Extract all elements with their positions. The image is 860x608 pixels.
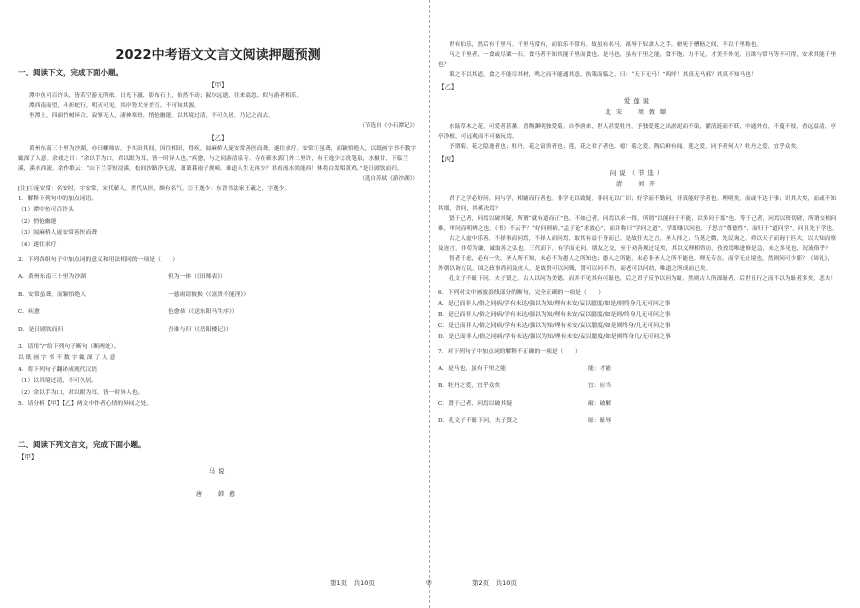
wenshuo-paragraph: 孔文子不耻下问，夫子贤之。古人以问为美德，而并不见其有可耻也，后之君子反争以问为耻，然则古人所深耻者，后世且行之而不以为耻者多矣，悲夫！ (449, 276, 837, 282)
question-3: 3．请用“/”给下列句子断句（断两处）。 (18, 344, 120, 351)
mashuo-paragraph: 策之不以其道，食之不能尽其材，鸣之而不能通其意，执策而临之，曰：“天下无马！”呜呼！其真无马邪？其真不知马也！ (449, 72, 757, 78)
question-1-item: （2）悄怆幽邃 (18, 218, 57, 225)
question-1: 1．解释下列句中的加点词语。 (18, 196, 98, 202)
question-6-option: A．是已而非人/俗之同病/学有未达/强以为知/理有未安/妄以臆度/如是/则终身几无可问之事 (438, 301, 671, 307)
question-2: 2．下列各组句子中加点词的意义和用法相同的一项是（ ） (18, 257, 179, 264)
page-title: 2022中考语文文言文阅读押题预测 (115, 48, 321, 63)
question-7: 7．对下列句子中加点词的解释不正确的一项是（ ） (438, 349, 581, 355)
question-1-item: （4）遂往求疗 (18, 241, 57, 248)
jia-source: （节选自《小石潭记》） (359, 123, 418, 129)
wenshuo-paragraph: 古之人虚中乐善，不择事而问焉，不择人而问焉，取其有益于身而已。是故狂夫之言，圣人择之；刍荛之微，先民询之。舜以天子而询于匹夫，以大知而察及迩言，非苟为谦，诚取善之弘也。三代而下，有学而无问，朋友之交，至于劝善规过足矣，其以义理相咨访，孜孜焉唯进修是急，未之多见也，况流俗乎？ (438, 236, 837, 252)
mashuo-title: 马说 (208, 466, 228, 475)
question-6-option: C．是已而非人/俗之同病/学有未达/强以为知/理有未安/妄以臆度/如是则终身/几无可问之事 (438, 323, 671, 329)
yi-tag: 【乙】 (208, 134, 228, 142)
question-3-sentence: 以 纸 画 字 书 不 数 字 辄 深 了 人 意 (18, 355, 116, 362)
question-4: 4．将下列句子翻译成现代汉语 (18, 366, 98, 373)
jia-paragraph: 潭中鱼可百许头，皆若空游无所依。日光下澈，影布石上，佁然不动；俶尔远逝，往来翕忽。似与游者相乐。 (29, 93, 303, 99)
question-4-item: （2）余以手为口，君以眼为耳，皆一时异人也。 (18, 389, 144, 396)
question-7-option: C．贤于己者，问焉以破其疑 破：破解 (438, 400, 612, 407)
bing-tag: 【丙】 (438, 155, 458, 163)
question-2-option: A．黄州东南三十里为沙湖 但为一体（《田师表》） (18, 274, 226, 281)
ailian-paragraph: 予谓菊，花之隐逸者也；牡丹，花之富贵者也；莲，花之君子者也。噫！菊之爱，陶后鲜有闻。莲之爱，同予者何人？牡丹之爱，宜乎众矣。 (449, 144, 803, 150)
wenshuo-title: 问说（节选） (609, 169, 667, 177)
question-7-option: D．孔文子不耻下问，夫子贤之 耻：耻辱 (438, 418, 612, 425)
wenshuo-paragraph: 君子之学必好问。问与学，相辅而行者也。非学无以致疑，非问无以广识；好学而不勤问，非真能好学者也。理明矣，而或不达于事；识其大矣，而或不知其细，舍问，其奚决焉？ (438, 196, 837, 212)
question-7-option: B．牡丹之爱，宜乎众矣 宜：应当 (438, 383, 612, 390)
question-2-option: C．疾愈 色愈恭（《送东阳马生序》） (18, 309, 238, 316)
question-2-option: D．是日剧饮而归 吾谁与归（《岳阳楼记》） (18, 326, 232, 333)
right-page-number: 第2页 共10页 (472, 579, 517, 587)
ailian-author: 北宋 周敦颐 (604, 109, 671, 116)
question-2-option: B．安常虽聋，而颖悟绝人 一慈雨请彼损（《富贵不能淫》） (18, 291, 250, 298)
jia-paragraph: 坐潭上，四面竹树环合，寂寥无人，凄神寒骨，悄怆幽邃。以其境过清，不可久居，乃记之而去。 (29, 113, 274, 119)
wenshuo-paragraph: 贤于己者，问焉以破其疑，所谓“就有道而正”也。不如己者，问焉以求一得，所谓“以能问于不能，以多问于寡”也。等于己者，问焉以资切磋，所谓交相问难，审问而明辨之也。《书》不云乎？“好问则裕。”孟子论“求放心”，而并称曰“学问之道”，学即继以问也。子思言“尊德性”，而归于“道问学”，问且先于学也。 (438, 216, 838, 232)
section1-heading: 一、阅读下文，完成下面小题。 (18, 68, 123, 77)
wenshuo-paragraph: 智者千虑，必有一失。圣人所不知，未必不为愚人之所知也；愚人之所能，未必非圣人之所不能也。理无专在，而学无止境也，然则问可少耶？《周礼》，外朝以询万民，国之政事尚问及庶人，是故贵可以问贱，贤可以问不肖，而老可以问幼，唯道之所成而已矣。 (438, 256, 834, 272)
wenshuo-author: 清 刘开 (615, 181, 660, 188)
column-divider (429, 0, 430, 608)
left-column (18, 0, 418, 504)
section2-jia-tag: 【甲】 (18, 452, 38, 461)
binding-mark-icon: ◎ (426, 578, 432, 586)
question-4-item: （1）以其境过清，不可久居。 (18, 378, 98, 385)
jia-paragraph: 潭西南而望，斗折蛇行，明灭可见。其岸势犬牙差互，不可知其源。 (29, 103, 200, 109)
question-7-option: A．是马也，虽有千里之能 能：才能 (438, 366, 612, 372)
left-page-number: 第1页 共10页 (330, 579, 375, 587)
question-6-option: D．是已而非人/俗之同病/学有未达/强以为知/理有未安/妄以臆度/如是则终身几/无可问之事 (438, 334, 671, 340)
ailian-title: 爱莲说 (623, 97, 653, 105)
mashuo-author: 唐 韩愈 (195, 490, 240, 498)
question-6: 6．下列对文中画波浪线部分的断句，完全正确的一项是（ ） (438, 290, 605, 296)
right-column (438, 0, 838, 434)
mashuo-paragraph: 马之千里者，一食或尽粟一石。食马者不知其能千里而食也。是马也，虽有千里之能，食不饱，力不足，才美不外见，且欲与常马等不可得，安求其能千里也？ (438, 52, 837, 68)
question-1-item: （1）潭中鱼可百许头 (18, 207, 74, 214)
right-yi-tag: 【乙】 (438, 83, 458, 91)
question-5: 5．请分析【甲】【乙】两文中作者心情的异同之处。 (18, 401, 153, 408)
mashuo-paragraph: 世有伯乐，然后有千里马。千里马常有，而伯乐不常有。故虽有名马，祇辱于奴隶人之手，骈死于槽枥之间，不以千里称也。 (449, 42, 763, 48)
annotation-notes: [注]①庞安常：名安时，字安常，宋代蕲人，世代从医，颇有名气。②王逸少：东晋书法家王羲之，字逸少。 (18, 186, 291, 192)
question-6-option: B．是已而非人/俗之同病/学有未达/强以为知/理有未安/妄以臆度/如是则/终身几无可问之事 (438, 312, 671, 318)
jia-tag: 【甲】 (208, 81, 228, 89)
yi-paragraph: 黄州东南三十里为沙湖，亦曰螺师店。予买田其间，因往相田，得疾。闻麻桥人庞安常善医而聋，遂往求疗。安常①虽聋，而颖悟绝人，以纸画字书不数字辄深了人意。余戏之曰：“余以手为口，君以眼为耳，皆一时异人也。”疾愈，与之同游清泉寺。寺在蕲水郭门外二里许，有王逸少②洗笔泉，水极甘，下临兰溪，溪水西流。余作歌云：“山下兰芽短浸溪，松间沙路净无泥，萧萧暮雨子规啼。谁道人生无再少？君看流水尚能西！休将白发唱黄鸡。”是日剧饮而归。 (18, 146, 417, 172)
section2-heading: 二、阅读下列文言文，完成下面小题。 (18, 439, 146, 449)
yi-source: （选自苏轼《游沙湖》） (359, 176, 418, 182)
question-1-item: （3）闻麻桥人庞安常善医而聋 (18, 230, 98, 237)
ailian-paragraph: 水陆草木之花，可爱者甚蕃。晋陶渊明独爱菊。自李唐来，世人甚爱牡丹。予独爱莲之出淤泥而不染，濯清涟而不妖，中通外直，不蔓不枝，香远益清，亭亭净植，可远观而不可亵玩焉。 (438, 124, 837, 140)
